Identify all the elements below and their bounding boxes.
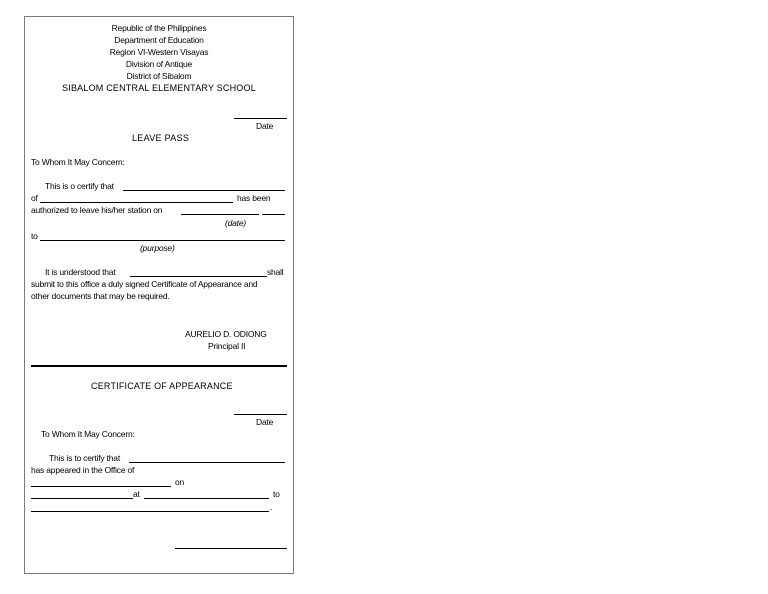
other-docs-text: other documents that may be required.	[31, 291, 170, 301]
certificate-title: CERTIFICATE OF APPEARANCE	[91, 381, 233, 391]
of-text: of	[31, 193, 38, 203]
signatory-name: AURELIO D. ODIONG	[185, 329, 267, 339]
certify-text: This is o certify that	[45, 181, 114, 191]
understood-text: It is understood that	[45, 267, 116, 277]
date-line	[234, 118, 287, 119]
date-label: Date	[256, 121, 274, 131]
header-school: SIBALOM CENTRAL ELEMENTARY SCHOOL	[62, 83, 256, 93]
understood-blank-line	[130, 276, 267, 277]
has-been-text: has been	[237, 193, 271, 203]
station-date-blank-line-2	[262, 214, 285, 215]
date-hint-text: (date)	[225, 218, 247, 228]
header-region: Region VI-Western Visayas	[109, 47, 209, 57]
name-blank-line	[123, 190, 285, 191]
appeared-text: has appeared in the Office of	[31, 465, 135, 475]
leave-pass-title: LEAVE PASS	[132, 133, 190, 143]
submit-text: submit to this office a duly signed Certificate of Appearance and	[31, 279, 258, 289]
signatory-title: Principal II	[208, 341, 246, 351]
purpose-hint-text: (purpose)	[140, 243, 175, 253]
office-blank-line	[31, 486, 171, 487]
purpose-hint	[140, 243, 175, 253]
certificate-salutation: To Whom It May Concern:	[41, 429, 135, 439]
authorized-text: authorized to leave his/her station on	[31, 205, 163, 215]
period-text: .	[270, 502, 273, 512]
certificate-date-line	[234, 414, 287, 415]
place-blank-line	[144, 498, 269, 499]
to-text: to	[31, 231, 38, 241]
certificate-date-label: Date	[256, 417, 274, 427]
leave-pass-salutation: To Whom It May Concern:	[31, 157, 125, 167]
on-text: on	[175, 477, 185, 487]
of-blank-line	[40, 202, 233, 203]
signature-blank-line	[175, 548, 287, 549]
shall-text: shall	[267, 267, 284, 277]
document-page	[24, 16, 294, 574]
header-district: District of Sibalom	[126, 71, 192, 81]
station-date-blank-line	[181, 214, 259, 215]
at-text: at	[133, 489, 140, 499]
certificate-certify-text: This is to certify that	[49, 453, 120, 463]
to-blank-line	[40, 240, 285, 241]
header-division: Division of Antique	[125, 59, 193, 69]
certificate-name-blank-line	[129, 462, 285, 463]
certificate-to-text: to	[273, 489, 280, 499]
section-divider	[31, 365, 287, 367]
date-blank-line	[31, 498, 133, 499]
header-republic: Republic of the Philippines	[111, 23, 207, 33]
purpose-blank-line	[31, 511, 269, 512]
header-department: Department of Education	[114, 35, 204, 45]
date-hint	[225, 218, 246, 228]
